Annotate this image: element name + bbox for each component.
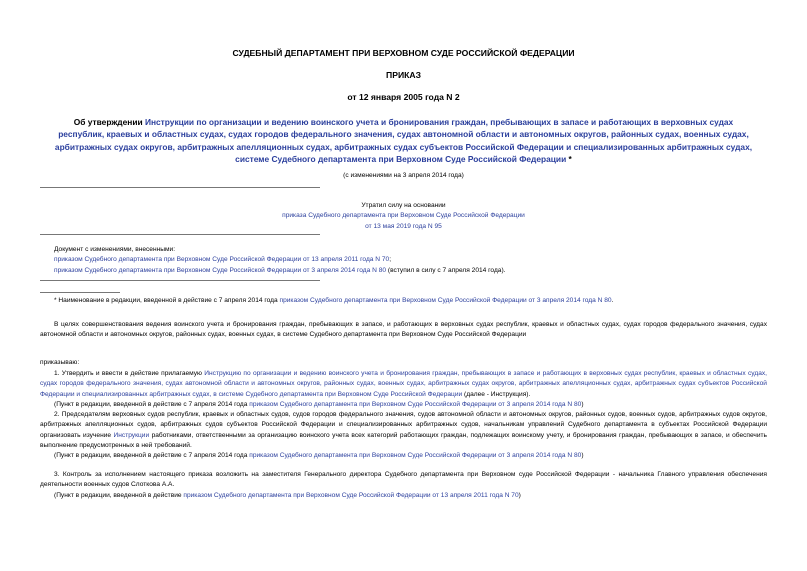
paragraph-2 [40,410,767,451]
amended-note: (с изменениями на 3 апреля 2014 года) [343,172,464,179]
p2-note-text: (Пункт в редакции, введенной в действие с 7 апреля 2014 года [54,452,250,459]
title-prefix: Об утверждении [73,117,145,127]
footnote-end: . [611,297,614,304]
divider [40,280,320,281]
footnote-divider [40,292,120,293]
p3-note-text: (Пункт в редакции, введенной в действие [54,492,184,499]
footnote [54,296,774,306]
change-item-end: ; [389,256,392,264]
footnote-link[interactable]: приказом Судебного департамента при Верховном Суде Российской Федерации от 3 апреля 2014 года N 80 [279,297,612,304]
lost-force-link-date[interactable]: от 13 мая 2019 года N 95 [365,222,442,230]
p3-note [54,491,774,501]
lost-force-block [0,201,807,232]
change-link-2011[interactable]: приказом Судебного департамента при Верховном Суде Российской Федерации от 13 апреля 2011 года N 70 [54,256,390,264]
title-suffix: * [566,154,572,165]
lost-force-label: Утратил силу на основании [361,202,446,209]
p1-instruction-link[interactable]: Инструкцию по организации и ведению воинского учета и бронирования граждан, пребывающих в запасе и работающих в верховных судах республик, краевых и областных судах, судах городов федерального значения, судах автономной области и автономных округов, районных судах, военных судах, арбитражных судах округов, арбитражных апелляционных судах, арбитражных судах субъектов Российской Федерации и специализированных арбитражных судах, в системе Судебного департамента при Верховном Суде Российской Федерации [40,370,767,398]
change-item-end: (вступил в силу с 7 апреля 2014 года). [386,266,506,274]
lost-force-link[interactable]: приказа Судебного департамента при Верховном Суде Российской Федерации [282,212,525,220]
p3-note-end: ) [518,492,521,499]
p2-start: 2. Председателям верховных судов республик, краевых и областных судов, судов городов федерального значения, судов автономной области и автономных округов, районных судов, военных судов, арбитражных судов округов, арбитражных апелляционных судов, арбитражных судов субъектов Российской Федерации и специализированных арбитражных судов, начальникам управлений Судебного департамента в субъектах Российской Федерации организовать изучение [40,411,767,439]
department-heading: СУДЕБНЫЙ ДЕПАРТАМЕНТ ПРИ ВЕРХОВНОМ СУДЕ РОССИЙСКОЙ ФЕДЕРАЦИИ [232,48,575,58]
p1-end: (далее - Инструкция). [462,390,531,398]
divider [40,187,320,188]
p1-note-link[interactable]: приказом Судебного департамента при Верховном Суде Российской Федерации от 3 апреля 2014 года N 80 [249,401,582,408]
order-date: от 12 января 2005 года N 2 [347,92,460,102]
preamble: В целях совершенствования ведения воинского учета и бронирования граждан, пребывающих в запасе, и работающих в верховных судах республик, краевых и областных судах, судах городов федерального значения, судах автономной области и автономных округов, районных судах, военных судах, в системе Судебного департамента при Верховном Суде Российской Федерации [40,321,767,339]
p2-instruction-link[interactable]: Инструкции [113,431,150,439]
document-title [50,116,757,166]
p1-note-text: (Пункт в редакции, введенной в действие с 7 апреля 2014 года [54,401,250,408]
paragraph-1 [40,369,767,400]
change-item [54,266,774,276]
changes-label: Документ с изменениями, внесенными: [54,246,176,253]
changes-block [54,245,774,276]
footnote-text: * Наименование в редакции, введенной в действие с 7 апреля 2014 года [54,297,280,304]
p1-note [54,400,774,410]
p3-note-link[interactable]: приказом Судебного департамента при Верховном Суде Российской Федерации от 13 апреля 2011 года N 70 [183,492,519,499]
divider [40,234,320,235]
change-item [54,255,774,265]
change-link-2014[interactable]: приказом Судебного департамента при Верховном Суде Российской Федерации от 3 апреля 2014 года N 80 [54,266,387,274]
paragraph-3: 3. Контроль за исполнением настоящего приказа возложить на заместителя Генерального директора Судебного департамента при Верховном суде Российской Федерации - начальника Главного управления обеспечения деятельности военных судов Слоткова А.А. [40,471,767,489]
title-instruction-link[interactable]: Инструкции по организации и ведению воинского учета и бронирования граждан, пребывающих в запасе и работающих в верховных судах республик, краевых и областных судах, судах городов федерального значения, судах автономной области и автономных округов, районных судах, военных судах, арбитражных судах округов, арбитражных апелляционных судах, арбитражных судах субъектов Российской Федерации и специализированных арбитражных судах, системе Судебного департамента при Верховном Суде Российской Федерации [54,117,753,165]
p1-start: 1. Утвердить и ввести в действие прилагаемую [54,370,205,377]
p2-note [54,451,774,461]
order-heading: ПРИКАЗ [386,70,421,80]
p2-note-end: ) [581,452,584,459]
p2-end: работниками, ответственными за организацию воинского учета всех категорий работающих граждан, подлежащих воинскому учету, и бронирования граждан, пребывающих в запасе, и обеспечить выполнение предусмотренных в ней требований. [40,431,767,449]
order-word: приказываю: [40,359,80,366]
p2-note-link[interactable]: приказом Судебного департамента при Верховном Суде Российской Федерации от 3 апреля 2014 года N 80 [249,452,582,459]
p1-note-end: ) [581,401,584,408]
